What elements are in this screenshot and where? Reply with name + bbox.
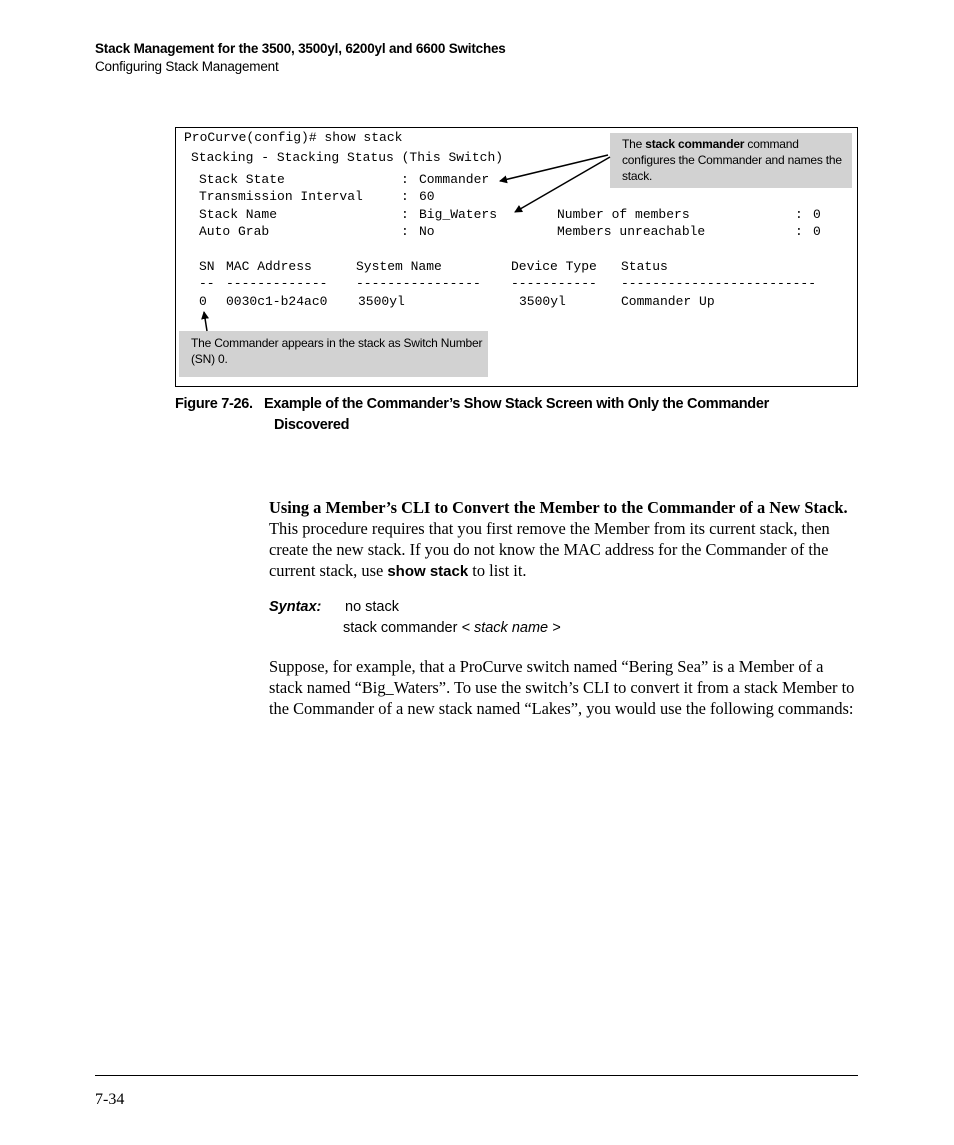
- cli-col-sn: SN: [199, 259, 215, 274]
- cli-value-stack-name: Big_Waters: [419, 207, 498, 222]
- cli-label-auto-grab: Auto Grab: [199, 224, 270, 239]
- page-number: 7-34: [95, 1091, 125, 1108]
- cli-col-device-type: Device Type: [511, 259, 597, 274]
- cli-dash-mac: -------------: [226, 276, 328, 291]
- cli-colon: :: [795, 207, 803, 222]
- cli-col-mac: MAC Address: [226, 259, 312, 274]
- cli-dash-system-name: ----------------: [356, 276, 481, 291]
- cli-col-status: Status: [621, 259, 668, 274]
- cli-prompt: ProCurve(config)# show stack: [184, 130, 403, 145]
- footer-rule: [95, 1075, 858, 1076]
- section-paragraph: [269, 497, 859, 582]
- cli-colon: :: [401, 224, 409, 239]
- running-header-title: Stack Management for the 3500, 3500yl, 6200yl and 6600 Switches: [95, 41, 506, 56]
- cli-colon: :: [401, 207, 409, 222]
- callout-command-name: stack commander: [645, 137, 745, 151]
- cli-dash-device-type: -----------: [511, 276, 597, 291]
- cli-label-members-unreachable: Members unreachable: [557, 224, 706, 239]
- cli-col-system-name: System Name: [356, 259, 442, 274]
- syntax-command: stack commander: [343, 620, 462, 636]
- syntax-line-2: [343, 620, 561, 636]
- cli-label-number-of-members: Number of members: [557, 207, 690, 222]
- figure-label: Figure 7-26.: [175, 396, 253, 412]
- syntax-label: Syntax:: [269, 599, 322, 615]
- callout-arrows: [0, 0, 954, 400]
- cli-dash-sn: --: [199, 276, 215, 291]
- syntax-parameter: < stack name >: [461, 620, 561, 636]
- cli-row-device-type: 3500yl: [519, 294, 566, 309]
- running-header-subtitle: Configuring Stack Management: [95, 59, 279, 74]
- cli-label-stack-state: Stack State: [199, 172, 285, 187]
- callout-text: The: [622, 137, 646, 151]
- cli-row-system-name: 3500yl: [358, 294, 405, 309]
- figure-caption-line2: Discovered: [274, 417, 350, 433]
- example-paragraph: Suppose, for example, that a ProCurve switch named “Bering Sea” is a Member of a stack named “Big_Waters”. To use the switch’s CLI to convert it from a stack Member to the Commander of a new stack named “Lakes”, you would use the following commands:: [269, 657, 855, 718]
- cli-colon: :: [401, 172, 409, 187]
- section-text: to list it.: [468, 561, 527, 580]
- cli-value-stack-state: Commander: [419, 172, 490, 187]
- arrow-to-switch-number: [204, 312, 207, 331]
- cli-label-transmission-interval: Transmission Interval: [199, 189, 363, 204]
- section-heading: Using a Member’s CLI to Convert the Member to the Commander of a New Stack.: [269, 498, 848, 517]
- cli-colon: :: [795, 224, 803, 239]
- cli-value-members-unreachable: 0: [813, 224, 821, 239]
- cli-colon: :: [401, 189, 409, 204]
- syntax-line-1: no stack: [345, 599, 399, 615]
- cli-status-heading: Stacking - Stacking Status (This Switch): [191, 150, 504, 165]
- cli-row-status: Commander Up: [621, 294, 715, 309]
- figure-caption-line1: Example of the Commander’s Show Stack Screen with Only the Commander: [264, 396, 769, 412]
- cli-label-stack-name: Stack Name: [199, 207, 278, 222]
- cli-row-mac: 0030c1-b24ac0: [226, 294, 328, 309]
- cli-row-sn: 0: [199, 294, 207, 309]
- inline-command: show stack: [387, 563, 469, 580]
- cli-dash-status: -------------------------: [621, 276, 817, 291]
- callout-text: command configures the Commander and names the stack.: [622, 137, 842, 183]
- section-text: This procedure requires that you first remove the Member from its current stack, then create the new stack. If you do not know the MAC address for the Commander of the current stack, use: [269, 519, 830, 580]
- callout-switch-number: The Commander appears in the stack as Switch Number (SN) 0.: [179, 331, 488, 377]
- cli-value-number-of-members: 0: [813, 207, 821, 222]
- cli-value-auto-grab: No: [419, 224, 435, 239]
- cli-value-transmission-interval: 60: [419, 189, 435, 204]
